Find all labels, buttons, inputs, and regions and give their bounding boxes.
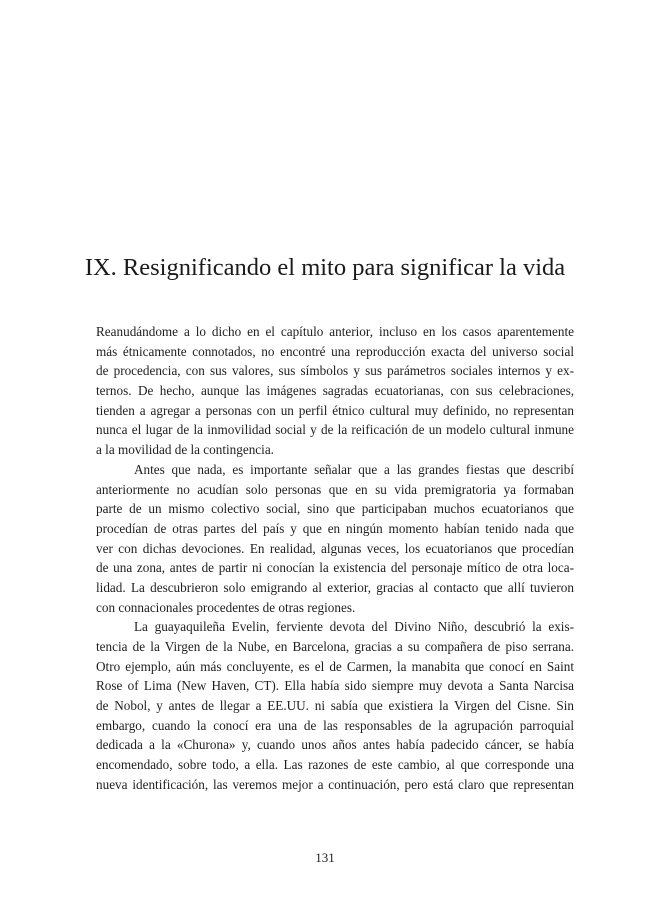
- text-line: Reanudándome a lo dicho en el capítulo anterior, incluso en los casos aparentemente: [96, 324, 574, 339]
- text-line: procedían de otras partes del país y que en ningún momento habían tenido nada que: [96, 520, 574, 536]
- text-line: parte de un mismo colectivo social, sino que participaban muchos ecuatorianos que: [96, 501, 574, 517]
- text-line: dedicada a la «Churona» y, cuando unos años antes había padecido cáncer, se había: [96, 737, 574, 753]
- text-line: más étnicamente connotados, no encontré una reproducción exacta del universo social: [96, 343, 574, 359]
- chapter-title: IX. Resignificando el mito para significar la vida: [84, 254, 566, 281]
- text-line: con connacionales procedentes de otras regiones.: [96, 599, 356, 615]
- text-line: Antes que nada, es importante señalar que a las grandes fiestas que describí: [134, 461, 574, 477]
- body-text: [96, 322, 574, 795]
- text-line: embargo, cuando la conocí era una de las responsables de la agrupación parroquial: [96, 717, 574, 733]
- text-line: Otro ejemplo, aún más concluyente, es el de Carmen, la manabita que conocí en Saint: [96, 658, 574, 674]
- text-line: ternos. De hecho, aunque las imágenes sagradas ecuatorianas, con sus celebraciones,: [96, 383, 574, 399]
- paragraph-3: [96, 617, 574, 794]
- text-line: tienden a agregar a personas con un perfil étnico cultural muy definido, no representan: [96, 402, 574, 418]
- text-line: a la movilidad de la contingencia.: [96, 442, 274, 458]
- text-line: de Nobol, y antes de llegar a EE.UU. ni sabía que existiera la Virgen del Cisne. Sin: [96, 698, 574, 714]
- text-line: de una zona, antes de partir ni conocían la existencia del personaje mítico de otra loca-: [96, 560, 574, 576]
- text-line: anteriormente no acudían solo personas que en su vida premigratoria ya formaban: [96, 481, 574, 497]
- text-line: de procedencia, con sus valores, sus símbolos y sus parámetros sociales internos y ex-: [96, 363, 574, 379]
- text-line: lidad. La descubrieron solo emigrando al exterior, gracias al contacto que allí tuvieron: [96, 579, 574, 595]
- text-line: nunca el lugar de la inmovilidad social y de la reificación de un modelo cultural inmune: [96, 422, 574, 438]
- text-line: tencia de la Virgen de la Nube, en Barcelona, gracias a su compañera de piso serrana.: [96, 639, 574, 654]
- text-line: nueva identificación, las veremos mejor a continuación, pero está claro que representan: [96, 776, 574, 792]
- paragraph-1: [96, 322, 574, 460]
- paragraph-2: [96, 460, 574, 618]
- page-number: 131: [315, 850, 335, 865]
- text-line: La guayaquileña Evelin, ferviente devota del Divino Niño, descubrió la exis-: [134, 619, 574, 635]
- text-line: ver con dichas devociones. En realidad, algunas veces, los ecuatorianos que procedían: [96, 540, 574, 556]
- text-line: encomendado, sobre todo, a ella. Las razones de este cambio, al que corresponde una: [96, 757, 574, 773]
- text-line: Rose of Lima (New Haven, CT). Ella había sido siempre muy devota a Santa Narcisa: [96, 678, 574, 694]
